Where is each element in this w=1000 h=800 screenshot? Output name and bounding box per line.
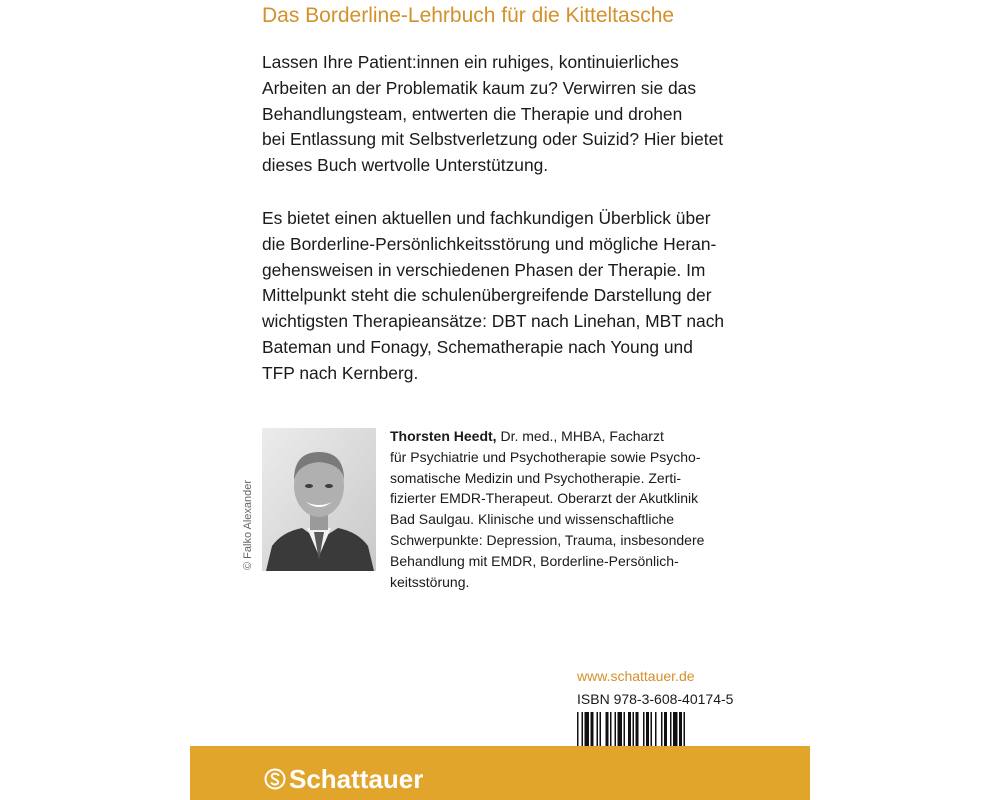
text-line: TFP nach Kernberg. — [262, 362, 419, 383]
barcode — [577, 712, 741, 746]
barcode-graphic — [577, 712, 741, 746]
blurb-paragraph-1 — [262, 50, 742, 179]
schattauer-logo-icon — [264, 768, 286, 790]
text-line: Lassen Ihre Patient:innen ein ruhiges, kontinuierliches — [262, 52, 679, 72]
blurb-paragraph-2 — [262, 206, 742, 387]
text-line: die Borderline-Persönlichkeitsstörung und mögliche Heran- — [262, 233, 717, 254]
text-line: keitsstörung. — [390, 573, 470, 590]
text-line: Bateman und Fonagy, Schematherapie nach Young und — [262, 336, 693, 357]
photo-credit: © Falko Alexander — [242, 479, 254, 570]
isbn-number: ISBN 978-3-608-40174-5 — [577, 691, 734, 707]
text-line: dieses Buch wertvolle Unterstützung. — [262, 155, 549, 176]
author-photo — [262, 428, 376, 571]
text-line: für Psychiatrie und Psychotherapie sowie Psycho- — [390, 448, 701, 465]
text-line: somatische Medizin und Psychotherapie. Zerti- — [390, 469, 682, 486]
author-name: Thorsten Heedt, — [390, 428, 497, 444]
book-subtitle: Das Borderline-Lehrbuch für die Kitteltasche — [262, 4, 675, 27]
bio-credentials: Dr. med., MHBA, Facharzt — [496, 428, 664, 444]
publisher-website-link[interactable]: www.schattauer.de — [577, 668, 695, 684]
author-bio — [390, 426, 760, 592]
text-line: wichtigsten Therapieansätze: DBT nach Linehan, MBT nach — [262, 311, 725, 332]
text-line: gehensweisen in verschiedenen Phasen der Therapie. Im — [262, 259, 706, 280]
text-line: bei Entlassung mit Selbstverletzung oder Suizid? Hier bietet — [262, 129, 724, 150]
publisher-footer-band — [190, 746, 810, 800]
text-line: Schwerpunkte: Depression, Trauma, insbesondere — [390, 531, 705, 548]
publisher-logo-text: Schattauer — [289, 764, 424, 794]
text-line: Es bietet einen aktuellen und fachkundigen Überblick über — [262, 208, 711, 228]
bio-first-line — [390, 426, 760, 447]
text-line: Behandlung mit EMDR, Borderline-Persönlich- — [390, 552, 679, 569]
text-line: Behandlungsteam, entwerten die Therapie und drohen — [262, 103, 683, 124]
author-portrait-image — [262, 428, 376, 571]
text-line: fizierter EMDR-Therapeut. Oberarzt der Akutklinik — [390, 490, 699, 507]
text-line: Arbeiten an der Problematik kaum zu? Verwirren sie das — [262, 77, 697, 98]
text-line: Mittelpunkt steht die schulenübergreifende Darstellung der — [262, 285, 712, 306]
text-line: Bad Saulgau. Klinische und wissenschaftliche — [390, 511, 675, 528]
